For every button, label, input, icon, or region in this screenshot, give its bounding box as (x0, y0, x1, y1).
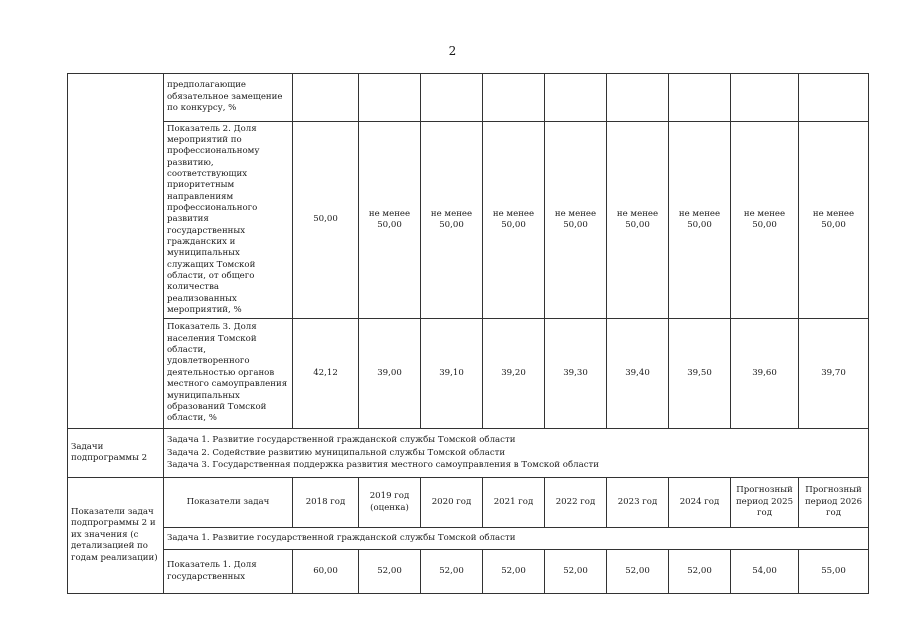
column-header: 2020 год (421, 478, 483, 528)
indicators-section-label: Показатели задач подпрограммы 2 и их значения (с детализацией по годам реализации) (68, 478, 164, 594)
sub-indicator1-value: 52,00 (483, 550, 545, 594)
table-cell (669, 74, 731, 122)
sub-indicator1-label: Показатель 1. Доля государственных (164, 550, 293, 594)
table-cell (607, 74, 669, 122)
indicator3-value: 39,60 (731, 319, 799, 429)
column-header: Показатели задач (164, 478, 293, 528)
table-cell (483, 74, 545, 122)
column-header: 2023 год (607, 478, 669, 528)
table-row (68, 122, 869, 319)
sub-indicator1-value: 52,00 (359, 550, 421, 594)
table-cell (421, 74, 483, 122)
indicator3-value: 39,70 (799, 319, 869, 429)
task1-title: Задача 1. Развитие государственной гражданской службы Томской области (164, 528, 869, 550)
table-cell (293, 74, 359, 122)
indicator2-label: Показатель 2. Доля мероприятий по профессиональному развитию, соответствующих приоритетным направлениям профессионального развития государственных гражданских и муниципальных служащих Томской области, от общего количества реализованных мероприятий, % (164, 122, 293, 319)
sub-indicator1-value: 52,00 (607, 550, 669, 594)
column-header: 2024 год (669, 478, 731, 528)
empty-label-cell (68, 74, 164, 429)
indicator3-value: 39,50 (669, 319, 731, 429)
sub-indicator1-value: 52,00 (421, 550, 483, 594)
indicator2-value: не менее 50,00 (359, 122, 421, 319)
indicator2-value: не менее 50,00 (607, 122, 669, 319)
indicator2-value: не менее 50,00 (799, 122, 869, 319)
indicator1-label: предполагающие обязательное замещение по конкурсу, % (164, 74, 293, 122)
indicator3-value: 39,20 (483, 319, 545, 429)
table-row (68, 429, 869, 478)
table-cell (731, 74, 799, 122)
table-row (68, 550, 869, 594)
column-header: 2021 год (483, 478, 545, 528)
tasks-section-label: Задачи подпрограммы 2 (68, 429, 164, 478)
column-header: 2019 год (оценка) (359, 478, 421, 528)
tasks-list (164, 429, 869, 478)
sub-indicator1-value: 52,00 (669, 550, 731, 594)
indicator2-value: не менее 50,00 (421, 122, 483, 319)
column-header: 2018 год (293, 478, 359, 528)
table-cell (359, 74, 421, 122)
page-number: 2 (448, 44, 457, 58)
table-row (68, 319, 869, 429)
indicator2-value: не менее 50,00 (483, 122, 545, 319)
subprogram-table (67, 73, 869, 594)
table-cell (545, 74, 607, 122)
task-line: Задача 3. Государственная поддержка развития местного самоуправления в Томской области (167, 460, 599, 471)
indicator3-value: 39,10 (421, 319, 483, 429)
indicator3-value: 42,12 (293, 319, 359, 429)
table-row (68, 528, 869, 550)
task-line: Задача 1. Развитие государственной гражданской службы Томской области (167, 435, 516, 446)
table-row (68, 74, 869, 122)
sub-indicator1-value: 60,00 (293, 550, 359, 594)
sub-indicator1-value: 52,00 (545, 550, 607, 594)
indicator3-value: 39,00 (359, 319, 421, 429)
column-header: Прогнозный период 2025 год (731, 478, 799, 528)
table-cell (799, 74, 869, 122)
indicator2-value: не менее 50,00 (669, 122, 731, 319)
sub-indicator1-value: 54,00 (731, 550, 799, 594)
indicator2-value: не менее 50,00 (731, 122, 799, 319)
indicator2-value: 50,00 (293, 122, 359, 319)
indicator3-value: 39,30 (545, 319, 607, 429)
indicator3-label: Показатель 3. Доля населения Томской области, удовлетворенного деятельностью органов местного самоуправления муниципальных образований Томской области, % (164, 319, 293, 429)
task-line: Задача 2. Содействие развитию муниципальной службы Томской области (167, 447, 506, 458)
indicator3-value: 39,40 (607, 319, 669, 429)
column-header: Прогнозный период 2026 год (799, 478, 869, 528)
table-header-row (68, 478, 869, 528)
column-header: 2022 год (545, 478, 607, 528)
indicator2-value: не менее 50,00 (545, 122, 607, 319)
sub-indicator1-value: 55,00 (799, 550, 869, 594)
